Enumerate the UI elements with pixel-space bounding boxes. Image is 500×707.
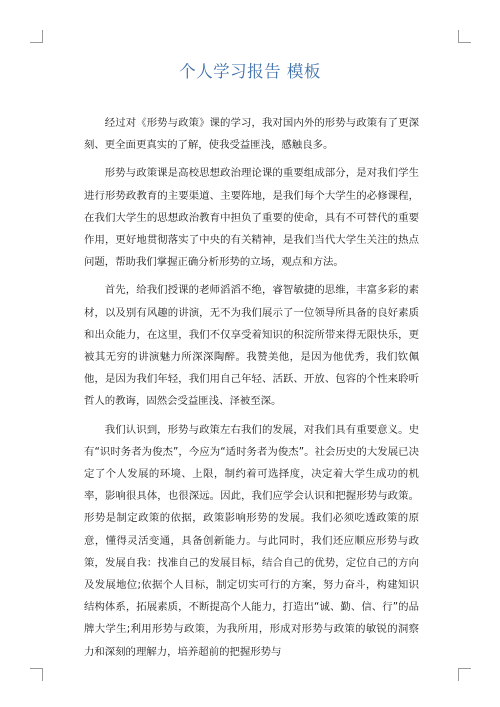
document-body: [84, 112, 419, 669]
crop-mark-bottom-left: [30, 668, 43, 681]
paragraph-course-importance: 形势与政策课是高校思想政治理论课的重要组成部分，是对我们学生进行形势政教育的主要渠道、主要阵地，是我们每个大学生的必修课程，在我们大学生的思想政治教育中担负了重要的使命，具有不可替代的重要作用，更好地贯彻落实了中央的有关精神，是我们当代大学生关注的热点问题，帮助我们掌握正确分析形势的立场，观点和方法。: [84, 167, 419, 269]
paragraph-understanding: 我们认识到，形势与政策左右我们的发展，对我们具有重要意义。史有“识时务者为俊杰”，今应为“适时务者为俊杰”。社会历史的大发展已决定了个人发展的环境、上限，制约着可选择度，决定着大学生成功的机率，影响很具体，也很深远。因此，我们应学会认识和把握形势与政策。形势是制定政策的依据，政策影响形势的发展。我们必须吃透政策的原意，懂得灵活变通，具备创新能力。与此同时，我们还应顺应形势与政策，发展自我：找准自己的发展目标，结合自己的优势，定位自己的方向及发展地位;依据个人目标，制定切实可行的方案，努力奋斗，构建知识结构体系，拓展素质，不断提高个人能力，打造出“诚、勤、信、行”的品牌大学生;利用形势与政策，为我所用，形成对形势与政策的敏锐的洞察力和深刻的理解力，培养超前的把握形势与: [84, 423, 419, 658]
paragraph-intro: 经过对《形势与政策》课的学习，我对国内外的形势与政策有了更深刻、更全面更真实的了解，使我受益匪浅，感触良多。: [84, 117, 419, 152]
crop-mark-bottom-right: [458, 668, 471, 681]
paragraph-teacher: 首先，给我们授课的老师滔滔不绝，睿智敏捷的思维，丰富多彩的素材，以及别有风趣的讲演，无不为我们展示了一位领导所具备的良好素质和出众能力，在这里，我们不仅享受着知识的积淀所带来得无限快乐，更被其无穷的讲演魅力所深深陶醉。我赞美他，是因为他优秀，我们钦佩他，是因为我们年轻，我们用自己年轻、活跃、开放、包容的个性来聆听哲人的教诲，固然会受益匪浅、泽被至深。: [84, 284, 419, 408]
crop-mark-top-right: [458, 30, 471, 43]
crop-mark-top-left: [30, 30, 43, 43]
document-title: 个人学习报告 模板: [179, 62, 321, 81]
